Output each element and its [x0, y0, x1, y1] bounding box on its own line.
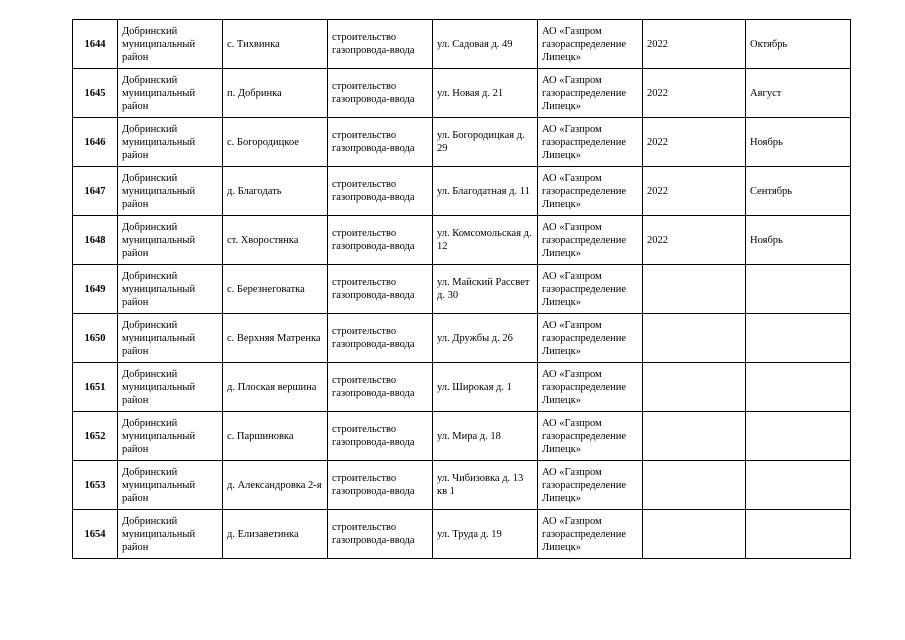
district-cell: Добринский муниципальный район [118, 167, 223, 216]
table-row [73, 20, 851, 69]
year-cell [643, 510, 746, 559]
locality-cell: с. Тихвинка [223, 20, 328, 69]
work-type-cell: строительство газопровода-ввода [328, 314, 433, 363]
row-number: 1651 [73, 363, 118, 412]
table-row [73, 363, 851, 412]
locality-cell: с. Березнеговатка [223, 265, 328, 314]
year-cell [643, 412, 746, 461]
work-type-cell: строительство газопровода-ввода [328, 216, 433, 265]
gasification-table [72, 19, 851, 559]
address-cell: ул. Новая д. 21 [433, 69, 538, 118]
year-cell [643, 314, 746, 363]
address-cell: ул. Дружбы д. 26 [433, 314, 538, 363]
address-cell: ул. Садовая д. 49 [433, 20, 538, 69]
address-cell: ул. Богородицкая д. 29 [433, 118, 538, 167]
locality-cell: д. Елизаветинка [223, 510, 328, 559]
district-cell: Добринский муниципальный район [118, 118, 223, 167]
work-type-cell: строительство газопровода-ввода [328, 69, 433, 118]
row-number: 1652 [73, 412, 118, 461]
month-cell [746, 363, 851, 412]
month-cell [746, 461, 851, 510]
table-row [73, 69, 851, 118]
row-number: 1644 [73, 20, 118, 69]
table-row [73, 118, 851, 167]
work-type-cell: строительство газопровода-ввода [328, 412, 433, 461]
locality-cell: д. Плоская вершина [223, 363, 328, 412]
work-type-cell: строительство газопровода-ввода [328, 118, 433, 167]
work-type-cell: строительство газопровода-ввода [328, 265, 433, 314]
address-cell: ул. Широкая д. 1 [433, 363, 538, 412]
row-number: 1649 [73, 265, 118, 314]
organization-cell: АО «Газпром газораспределение Липецк» [538, 461, 643, 510]
table-row [73, 510, 851, 559]
locality-cell: с. Богородицкое [223, 118, 328, 167]
work-type-cell: строительство газопровода-ввода [328, 461, 433, 510]
organization-cell: АО «Газпром газораспределение Липецк» [538, 412, 643, 461]
district-cell: Добринский муниципальный район [118, 412, 223, 461]
month-cell: Август [746, 69, 851, 118]
year-cell: 2022 [643, 216, 746, 265]
address-cell: ул. Труда д. 19 [433, 510, 538, 559]
row-number: 1646 [73, 118, 118, 167]
month-cell [746, 265, 851, 314]
locality-cell: с. Верхняя Матренка [223, 314, 328, 363]
month-cell [746, 314, 851, 363]
address-cell: ул. Мира д. 18 [433, 412, 538, 461]
row-number: 1647 [73, 167, 118, 216]
district-cell: Добринский муниципальный район [118, 20, 223, 69]
table-row [73, 461, 851, 510]
row-number: 1648 [73, 216, 118, 265]
address-cell: ул. Благодатная д. 11 [433, 167, 538, 216]
year-cell: 2022 [643, 69, 746, 118]
year-cell: 2022 [643, 118, 746, 167]
district-cell: Добринский муниципальный район [118, 363, 223, 412]
locality-cell: д. Александровка 2-я [223, 461, 328, 510]
year-cell [643, 363, 746, 412]
month-cell [746, 510, 851, 559]
locality-cell: п. Добринка [223, 69, 328, 118]
month-cell: Ноябрь [746, 118, 851, 167]
locality-cell: с. Паршиновка [223, 412, 328, 461]
table-row [73, 167, 851, 216]
year-cell [643, 265, 746, 314]
row-number: 1653 [73, 461, 118, 510]
table-row [73, 265, 851, 314]
organization-cell: АО «Газпром газораспределение Липецк» [538, 510, 643, 559]
organization-cell: АО «Газпром газораспределение Липецк» [538, 20, 643, 69]
district-cell: Добринский муниципальный район [118, 510, 223, 559]
address-cell: ул. Комсомольская д. 12 [433, 216, 538, 265]
year-cell: 2022 [643, 167, 746, 216]
year-cell: 2022 [643, 20, 746, 69]
table-row [73, 314, 851, 363]
organization-cell: АО «Газпром газораспределение Липецк» [538, 265, 643, 314]
district-cell: Добринский муниципальный район [118, 314, 223, 363]
row-number: 1650 [73, 314, 118, 363]
month-cell: Октябрь [746, 20, 851, 69]
locality-cell: ст. Хворостянка [223, 216, 328, 265]
table-body [73, 20, 851, 559]
table-row [73, 412, 851, 461]
year-cell [643, 461, 746, 510]
row-number: 1645 [73, 69, 118, 118]
organization-cell: АО «Газпром газораспределение Липецк» [538, 69, 643, 118]
organization-cell: АО «Газпром газораспределение Липецк» [538, 314, 643, 363]
address-cell: ул. Чибизовка д. 13 кв 1 [433, 461, 538, 510]
work-type-cell: строительство газопровода-ввода [328, 510, 433, 559]
organization-cell: АО «Газпром газораспределение Липецк» [538, 363, 643, 412]
organization-cell: АО «Газпром газораспределение Липецк» [538, 216, 643, 265]
district-cell: Добринский муниципальный район [118, 265, 223, 314]
table-row [73, 216, 851, 265]
work-type-cell: строительство газопровода-ввода [328, 363, 433, 412]
month-cell [746, 412, 851, 461]
district-cell: Добринский муниципальный район [118, 461, 223, 510]
month-cell: Сентябрь [746, 167, 851, 216]
row-number: 1654 [73, 510, 118, 559]
locality-cell: д. Благодать [223, 167, 328, 216]
district-cell: Добринский муниципальный район [118, 69, 223, 118]
organization-cell: АО «Газпром газораспределение Липецк» [538, 167, 643, 216]
district-cell: Добринский муниципальный район [118, 216, 223, 265]
work-type-cell: строительство газопровода-ввода [328, 167, 433, 216]
work-type-cell: строительство газопровода-ввода [328, 20, 433, 69]
address-cell: ул. Майский Рассвет д. 30 [433, 265, 538, 314]
month-cell: Ноябрь [746, 216, 851, 265]
organization-cell: АО «Газпром газораспределение Липецк» [538, 118, 643, 167]
